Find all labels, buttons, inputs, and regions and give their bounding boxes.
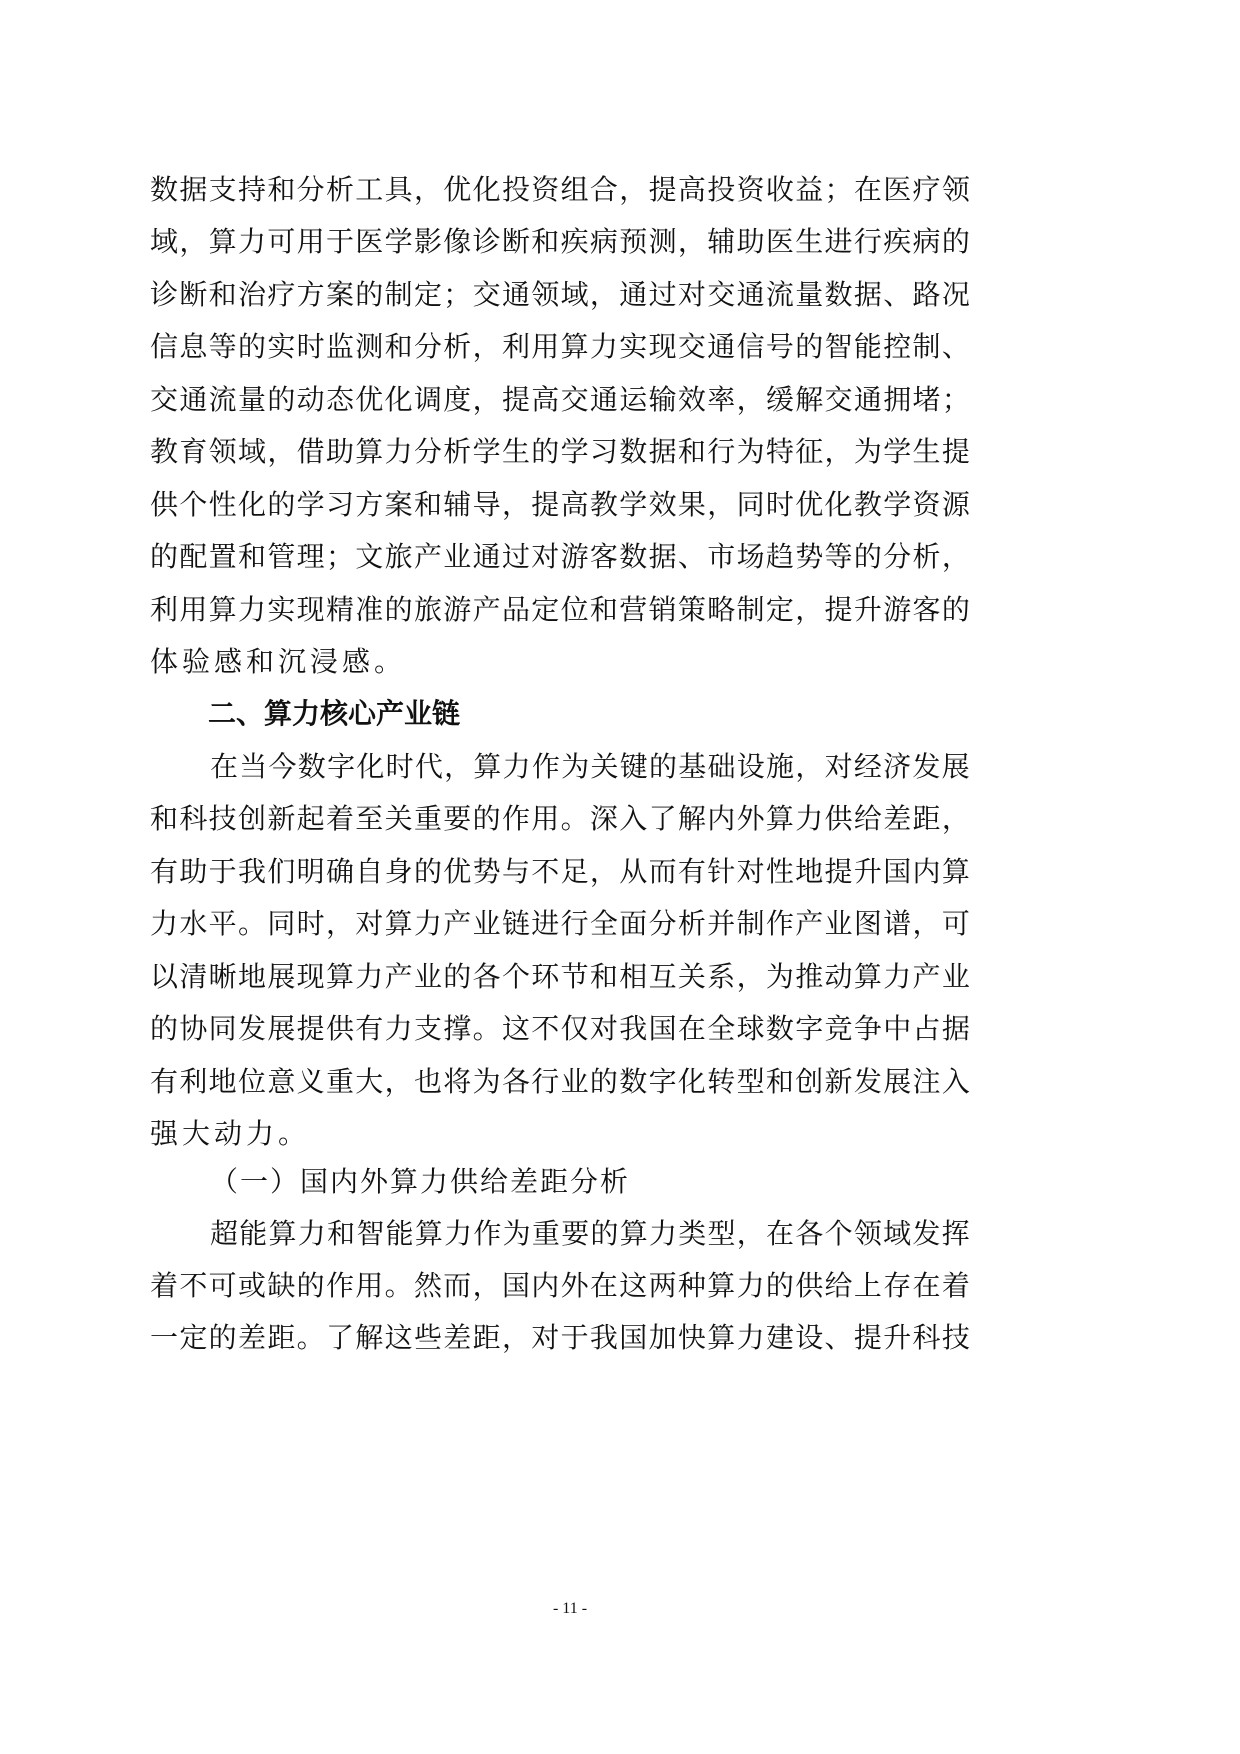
text-line: 一 定 的 差 距 。 了 解 这 些 差 距 ， 对 于 我 国 加 快 算 力 建 设 、 提 升 科 技 — [150, 1321, 970, 1354]
text-line: 在 当 今 数 字 化 时 代 ， 算 力 作 为 关 键 的 基 础 设 施 ， 对 经 济 发 展 — [210, 750, 970, 783]
text-line: 着 不 可 或 缺 的 作 用 。 然 而 ， 国 内 外 在 这 两 种 算 力 的 供 给 上 存 在 着 — [150, 1269, 970, 1302]
text-line: 诊 断 和 治 疗 方 案 的 制 定 ； 交 通 领 域 ， 通 过 对 交 通 流 量 数 据 、 路 况 — [150, 278, 970, 311]
text-line: 教 育 领 域 ， 借 助 算 力 分 析 学 生 的 学 习 数 据 和 行 为 特 征 ， 为 学 生 提 — [150, 435, 970, 468]
text-line: 数 据 支 持 和 分 析 工 具 ， 优 化 投 资 组 合 ， 提 高 投 资 收 益 ； 在 医 疗 领 — [150, 173, 970, 206]
text-line: 信 息 等 的 实 时 监 测 和 分 析 ， 利 用 算 力 实 现 交 通 信 号 的 智 能 控 制 、 — [150, 330, 970, 363]
text-line: 域 ， 算 力 可 用 于 医 学 影 像 诊 断 和 疾 病 预 测 ， 辅 助 医 生 进 行 疾 病 的 — [150, 225, 970, 258]
section-heading: 二、算力核心产业链 — [208, 697, 461, 730]
text-line: 强大动力。 — [150, 1117, 311, 1150]
text-line: 有 利 地 位 意 义 重 大 ， 也 将 为 各 行 业 的 数 字 化 转 型 和 创 新 发 展 注 入 — [150, 1065, 970, 1098]
text-line: 有 助 于 我 们 明 确 自 身 的 优 势 与 不 足 ， 从 而 有 针 对 性 地 提 升 国 内 算 — [150, 855, 970, 888]
text-line: 供 个 性 化 的 学 习 方 案 和 辅 导 ， 提 高 教 学 效 果 ， 同 时 优 化 教 学 资 源 — [150, 488, 970, 521]
text-line: 交 通 流 量 的 动 态 优 化 调 度 ， 提 高 交 通 运 输 效 率 ， 缓 解 交 通 拥 堵 ； — [150, 383, 970, 416]
page-number: - 11 - — [552, 1600, 588, 1617]
text-line: 以 清 晰 地 展 现 算 力 产 业 的 各 个 环 节 和 相 互 关 系 ， 为 推 动 算 力 产 业 — [150, 960, 970, 993]
text-line: 的 配 置 和 管 理 ； 文 旅 产 业 通 过 对 游 客 数 据 、 市 场 趋 势 等 的 分 析 ， — [150, 540, 970, 573]
text-line: 力 水 平 。 同 时 ， 对 算 力 产 业 链 进 行 全 面 分 析 并 制 作 产 业 图 谱 ， 可 — [150, 907, 970, 940]
text-line: 利 用 算 力 实 现 精 准 的 旅 游 产 品 定 位 和 营 销 策 略 制 定 ， 提 升 游 客 的 — [150, 593, 970, 626]
text-line: 的 协 同 发 展 提 供 有 力 支 撑 。 这 不 仅 对 我 国 在 全 球 数 字 竞 争 中 占 据 — [150, 1012, 970, 1045]
text-line: 和 科 技 创 新 起 着 至 关 重 要 的 作 用 。 深 入 了 解 内 外 算 力 供 给 差 距 ， — [150, 802, 970, 835]
text-line: 体验感和沉浸感。 — [150, 645, 407, 678]
text-line: 超 能 算 力 和 智 能 算 力 作 为 重 要 的 算 力 类 型 ， 在 各 个 领 域 发 挥 — [210, 1217, 970, 1250]
subsection-heading: （一）国内外算力供给差距分析 — [210, 1165, 631, 1198]
